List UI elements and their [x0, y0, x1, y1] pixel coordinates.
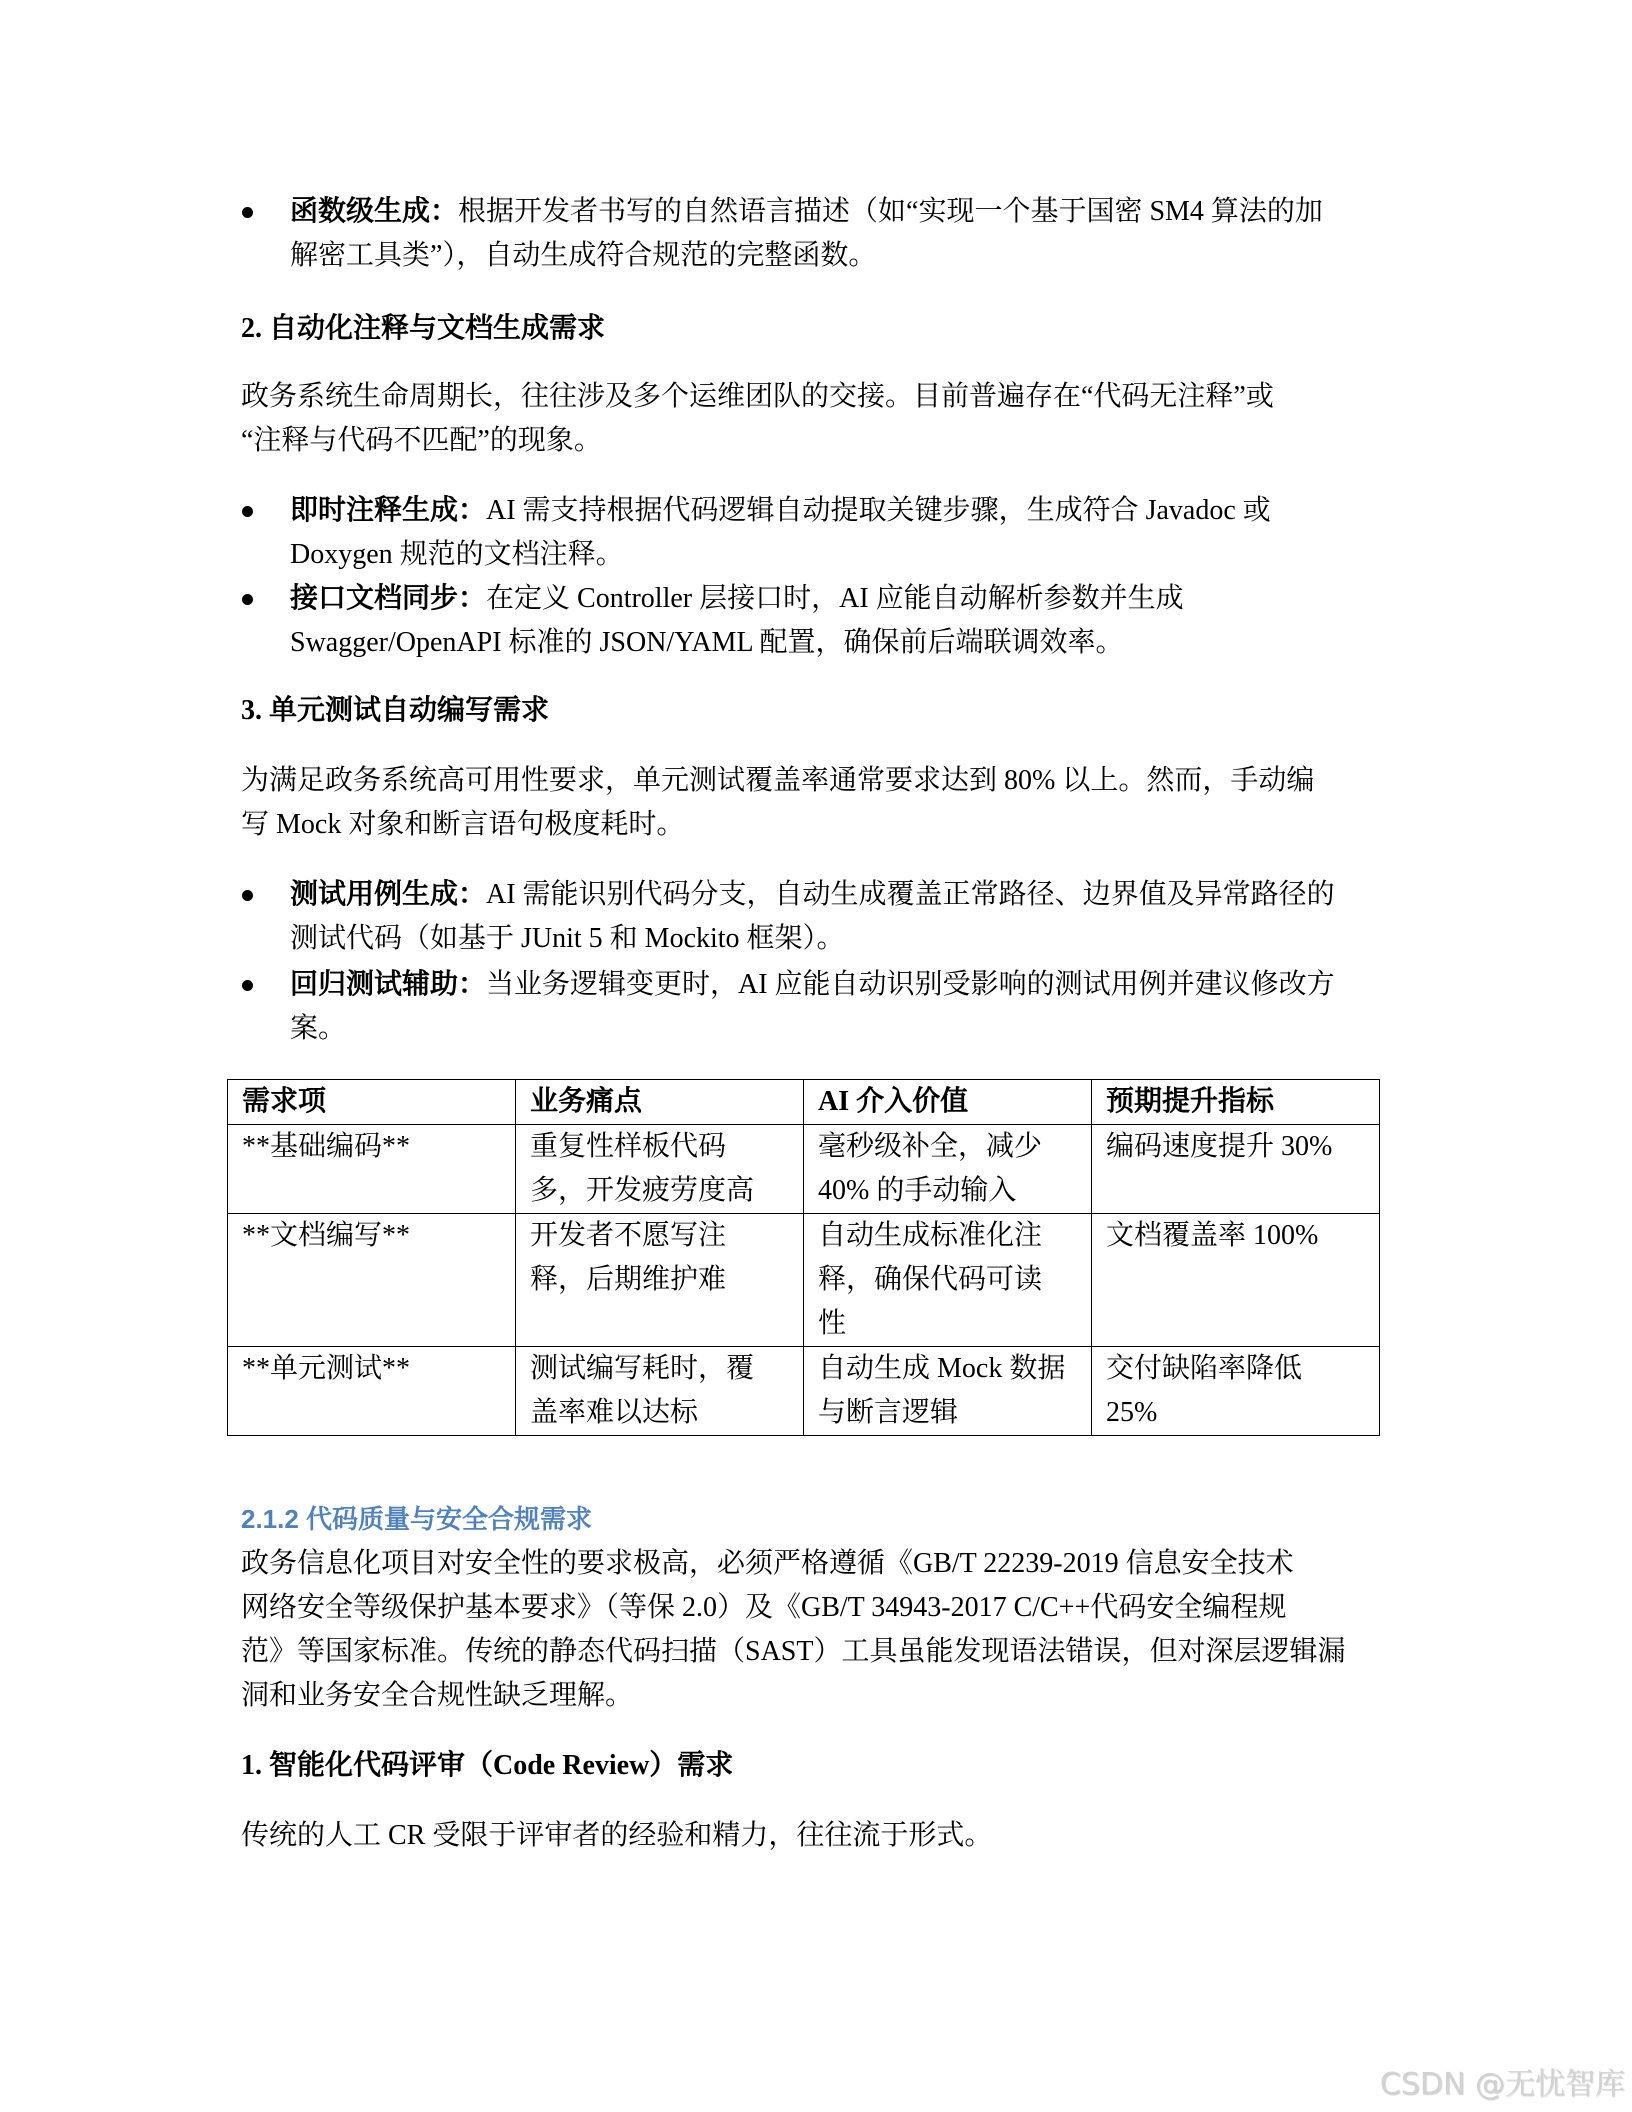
- table-cell: [228, 1347, 516, 1436]
- cell-line: 交付缺陷率降低: [1106, 1353, 1303, 1384]
- heading-text: 2. 自动化注释与文档生成需求: [241, 313, 606, 344]
- paragraph-line: 洞和业务安全合规性缺乏理解。: [241, 1680, 634, 1711]
- cell-line: 40% 的手动输入: [818, 1175, 1017, 1206]
- table-cell: [516, 1214, 804, 1347]
- table-row: [228, 1125, 1380, 1214]
- paragraph-line: 政务信息化项目对安全性的要求极高，必须严格遵循《GB/T 22239-2019 信息安全技术: [241, 1548, 1294, 1579]
- bullet-label: 测试用例生成：: [290, 879, 487, 910]
- paragraph-line: 为满足政务系统高可用性要求，单元测试覆盖率通常要求达到 80% 以上。然而，手动编: [241, 765, 1315, 796]
- cell-line: 释，确保代码可读: [818, 1264, 1043, 1295]
- bullet-icon: [242, 207, 253, 218]
- cell-line: 开发者不愿写注: [530, 1220, 727, 1251]
- bullet-text-line: 当业务逻辑变更时，AI 应能自动识别受影响的测试用例并建议修改方: [486, 969, 1335, 1000]
- column-header-expected-metric: 预期提升指标: [1092, 1080, 1380, 1125]
- cell-line: 毫秒级补全，减少: [818, 1131, 1043, 1162]
- bullet-text-line: AI 需支持根据代码逻辑自动提取关键步骤，生成符合 Javadoc 或: [486, 495, 1271, 526]
- requirement-heading-comments-docs: [241, 307, 605, 351]
- heading-text: 3. 单元测试自动编写需求: [241, 695, 550, 726]
- bullet-regression-test: [241, 963, 1335, 1051]
- bullet-label: 函数级生成：: [290, 196, 459, 227]
- cell-line: 与断言逻辑: [818, 1397, 959, 1428]
- table-row: [228, 1347, 1380, 1436]
- paragraph-line: “注释与代码不匹配”的现象。: [241, 425, 602, 456]
- paragraph-line: 传统的人工 CR 受限于评审者的经验和精力，往往流于形式。: [241, 1820, 993, 1851]
- bullet-instant-comment: [241, 489, 1271, 577]
- paragraph-security-standards: [241, 1542, 1345, 1718]
- bullet-text-line: Swagger/OpenAPI 标准的 JSON/YAML 配置，确保前后端联调效率。: [290, 627, 1124, 658]
- paragraph-line: 网络安全等级保护基本要求》（等保 2.0）及《GB/T 34943-2017 C/C++代码安全编程规: [241, 1592, 1287, 1623]
- bullet-function-generation: [241, 190, 1323, 278]
- column-header-requirement: 需求项: [228, 1080, 516, 1125]
- bullet-text-line: Doxygen 规范的文档注释。: [290, 539, 624, 570]
- table-cell: [516, 1125, 804, 1214]
- table-cell: [228, 1214, 516, 1347]
- csdn-watermark: CSDN @无忧智库: [1379, 2067, 1625, 2102]
- table-cell: [804, 1214, 1092, 1347]
- cell-line: 多，开发疲劳度高: [530, 1175, 755, 1206]
- bullet-icon: [242, 980, 253, 991]
- table-cell: [804, 1347, 1092, 1436]
- cell-line: 性: [818, 1308, 847, 1339]
- requirement-heading-code-review: [241, 1744, 733, 1788]
- bullet-icon: [242, 594, 253, 605]
- table-cell: [1092, 1214, 1380, 1347]
- bullet-api-doc-sync: [241, 577, 1184, 665]
- paragraph-line: 政务系统生命周期长，往往涉及多个运维团队的交接。目前普遍存在“代码无注释”或: [241, 381, 1274, 412]
- cell-line: **基础编码**: [242, 1131, 411, 1162]
- cell-line: 重复性样板代码: [530, 1131, 727, 1162]
- bullet-label: 回归测试辅助：: [290, 969, 487, 1000]
- paragraph-line: 写 Mock 对象和断言语句极度耗时。: [241, 809, 685, 840]
- bullet-test-case-generation: [241, 873, 1335, 961]
- table-cell: [1092, 1347, 1380, 1436]
- table-row: [228, 1214, 1380, 1347]
- bullet-text-line: 测试代码（如基于 JUnit 5 和 Mockito 框架）。: [290, 923, 845, 954]
- bullet-text-line: 根据开发者书写的自然语言描述（如“实现一个基于国密 SM4 算法的加: [458, 196, 1323, 227]
- table-cell: [1092, 1125, 1380, 1214]
- cell-line: 编码速度提升 30%: [1106, 1131, 1333, 1162]
- paragraph-line: 范》等国家标准。传统的静态代码扫描（SAST）工具虽能发现语法错误，但对深层逻辑漏: [241, 1636, 1346, 1667]
- paragraph-manual-cr: [241, 1814, 992, 1858]
- bullet-icon: [242, 506, 253, 517]
- cell-line: 盖率难以达标: [530, 1397, 699, 1428]
- bullet-text-line: 在定义 Controller 层接口时，AI 应能自动解析参数并生成: [486, 583, 1184, 614]
- requirement-heading-unit-tests: [241, 689, 549, 733]
- table-cell: [228, 1125, 516, 1214]
- table-header-row: [228, 1080, 1380, 1125]
- bullet-text-line: AI 需能识别代码分支，自动生成覆盖正常路径、边界值及异常路径的: [486, 879, 1335, 910]
- table-cell: [804, 1125, 1092, 1214]
- heading-text: 1. 智能化代码评审（Code Review）需求: [241, 1750, 734, 1781]
- bullet-label: 即时注释生成：: [290, 495, 487, 526]
- section-heading-code-quality: [241, 1497, 592, 1541]
- cell-line: 释，后期维护难: [530, 1264, 727, 1295]
- paragraph-lifecycle: [241, 375, 1274, 463]
- table-cell: [516, 1347, 804, 1436]
- cell-line: 25%: [1106, 1397, 1158, 1428]
- section-heading-text: 2.1.2 代码质量与安全合规需求: [241, 1504, 593, 1534]
- bullet-icon: [242, 890, 253, 901]
- requirements-table: [227, 1079, 1380, 1436]
- cell-line: 自动生成标准化注: [818, 1220, 1043, 1251]
- column-header-pain-point: 业务痛点: [516, 1080, 804, 1125]
- bullet-text-line: 解密工具类”），自动生成符合规范的完整函数。: [290, 240, 877, 271]
- cell-line: **文档编写**: [242, 1220, 411, 1251]
- cell-line: 测试编写耗时，覆: [530, 1353, 755, 1384]
- bullet-label: 接口文档同步：: [290, 583, 487, 614]
- cell-line: 文档覆盖率 100%: [1106, 1220, 1319, 1251]
- bullet-text-line: 案。: [290, 1013, 347, 1044]
- cell-line: 自动生成 Mock 数据: [818, 1353, 1066, 1384]
- cell-line: **单元测试**: [242, 1353, 411, 1384]
- column-header-ai-value: AI 介入价值: [804, 1080, 1092, 1125]
- paragraph-coverage: [241, 759, 1314, 847]
